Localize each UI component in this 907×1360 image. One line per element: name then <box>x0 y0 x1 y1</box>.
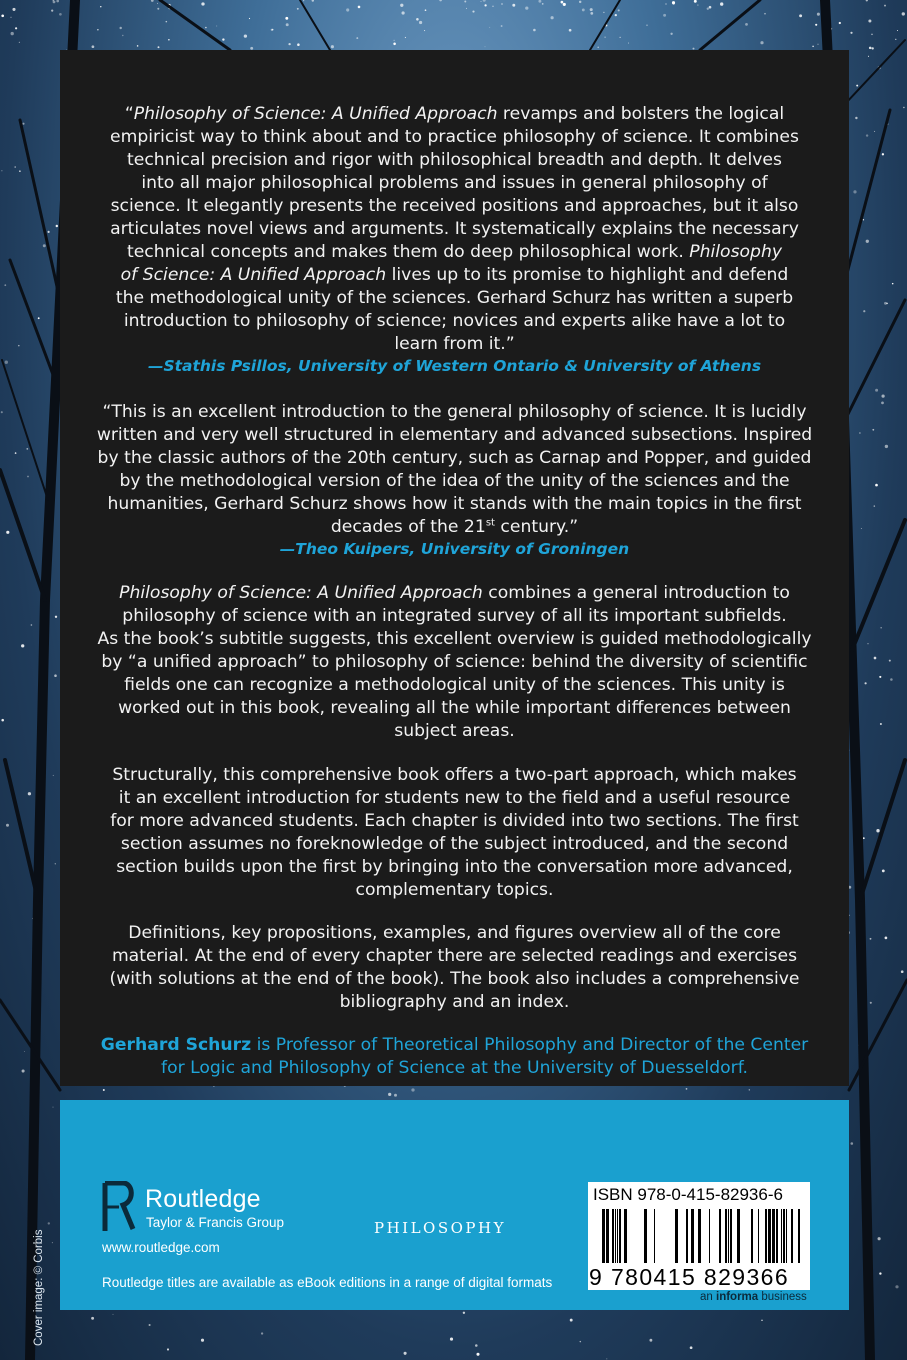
quote1-line: technical precision and rigor with philosophical breadth and depth. It delves <box>127 150 782 170</box>
author-bio-line: for Logic and Philosophy of Science at the University of Duesseldorf. <box>161 1058 748 1078</box>
quote2-attribution: —Theo Kuipers, University of Groningen <box>279 540 630 558</box>
subject-category: PHILOSOPHY <box>374 1219 507 1237</box>
para1-line: As the book’s subtitle suggests, this excellent overview is guided methodologically <box>97 629 812 649</box>
para1-line: philosophy of science with an integrated survey of all its important subfields. <box>122 606 787 626</box>
para1-line: fields one can recognize a methodological unity of the sciences. This unity is <box>124 675 785 695</box>
para3-line: (with solutions at the end of the book). The book also includes a comprehensive <box>109 969 800 989</box>
para2-line: for more advanced students. Each chapter is divided into two sections. The first <box>110 811 799 831</box>
quote1-line: of Science: A Unified Approach lives up to its promise to highlight and defend <box>120 265 789 285</box>
para2-line: section builds upon the first by bringing into the conversation more advanced, <box>116 857 793 877</box>
publisher-website[interactable]: www.routledge.com <box>102 1240 220 1255</box>
quote2-line: written and very well structured in elementary and advanced subsections. Inspired <box>96 425 813 445</box>
quote1-line: “Philosophy of Science: A Unified Approach revamps and bolsters the logical <box>124 104 785 124</box>
quote2-line: by the classic authors of the 20th century, such as Carnap and Popper, and guided <box>97 448 812 468</box>
para1-line: subject areas. <box>394 721 515 741</box>
image-credit: Cover image: © Corbis <box>33 1229 45 1346</box>
routledge-logo-icon <box>101 1181 137 1233</box>
para1-line: worked out in this book, revealing all the while important differences between <box>118 698 791 718</box>
quote1-attribution: —Stathis Psillos, University of Western Ontario & University of Athens <box>147 357 762 375</box>
publisher-name: Routledge <box>145 1185 261 1213</box>
quote2-line: decades of the 21st century.” <box>330 517 579 537</box>
informa-tagline: an informa business <box>700 1291 807 1303</box>
isbn-number: ISBN 978-0-415-82936-6 <box>593 1185 783 1204</box>
blurb-panel <box>60 50 849 1086</box>
para2-line: it an excellent introduction for students new to the field and a useful resource <box>118 788 791 808</box>
quote2-line: “This is an excellent introduction to the general philosophy of science. It is lucidly <box>102 402 807 422</box>
para1-line: Philosophy of Science: A Unified Approach combines a general introduction to <box>119 583 790 603</box>
quote1-line: the methodological unity of the sciences. Gerhard Schurz has written a superb <box>115 288 794 308</box>
para1-line: by “a unified approach” to philosophy of science: behind the diversity of scientific <box>101 652 808 672</box>
quote1-line: empiricist way to think about and to practice philosophy of science. It combines <box>110 127 799 147</box>
ebook-note: Routledge titles are available as eBook editions in a range of digital formats <box>102 1275 553 1290</box>
para2-line: section assumes no foreknowledge of the subject introduced, and the second <box>120 834 789 854</box>
quote1-line: learn from it.” <box>394 334 515 354</box>
para2-line: Structurally, this comprehensive book offers a two-part approach, which makes <box>112 765 797 785</box>
quote1-line: articulates novel views and arguments. It systematically explains the necessary <box>110 219 799 239</box>
author-name: Gerhard Schurz <box>100 1035 252 1055</box>
quote1-line: into all major philosophical problems and issues in general philosophy of <box>141 173 768 193</box>
ean-number: 9 780415 829366 <box>589 1264 790 1290</box>
quote2-line: by the methodological version of the idea of the unity of the sciences and the <box>119 471 790 491</box>
barcode-icon <box>592 1209 806 1265</box>
publisher-group: Taylor & Francis Group <box>146 1215 285 1230</box>
quote1-line: introduction to philosophy of science; novices and experts alike have a lot to <box>123 311 786 331</box>
para3-line: bibliography and an index. <box>339 992 570 1012</box>
para3-line: Definitions, key propositions, examples, and figures overview all of the core <box>128 923 781 943</box>
author-bio-line: Gerhard Schurz is Professor of Theoretical Philosophy and Director of the Center <box>100 1035 809 1055</box>
quote1-line: science. It elegantly presents the received positions and approaches, but it also <box>110 196 799 216</box>
quote1-line: technical concepts and makes them do deep philosophical work. Philosophy <box>126 242 783 262</box>
publisher-band <box>60 1100 849 1310</box>
para2-line: complementary topics. <box>355 880 554 900</box>
quote2-line: humanities, Gerhard Schurz shows how it stands with the main topics in the first <box>107 494 802 514</box>
para3-line: material. At the end of every chapter there are selected readings and exercises <box>111 946 798 966</box>
